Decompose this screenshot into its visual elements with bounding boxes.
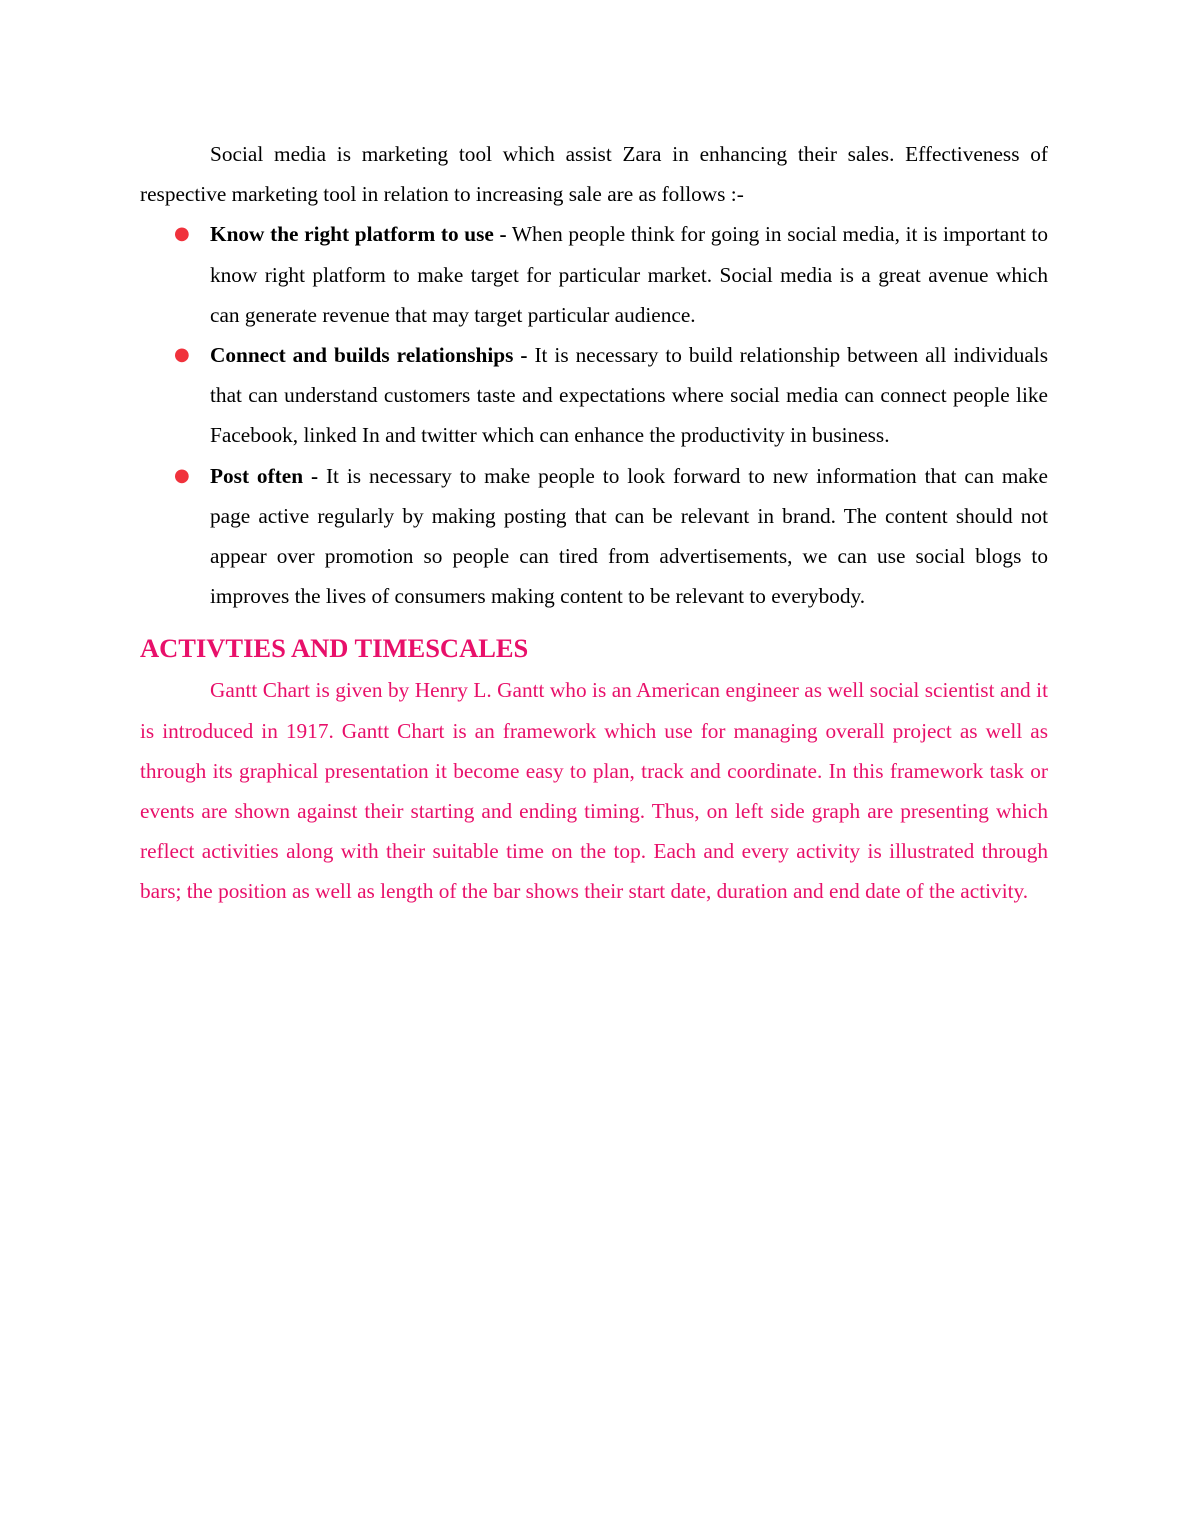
- bullet-item-post-often: [140, 456, 1048, 617]
- gantt-paragraph: Gantt Chart is given by Henry L. Gantt who is an American engineer as well social scientist and it is introduced in 1917. Gantt Chart is an framework which use for managing overall project as well as through its graphical presentation it become easy to plan, track and coordinate. In this framework task or events are shown against their starting and ending timing. Thus, on left side graph are presenting which reflect activities along with their suitable time on the top. Each and every activity is illustrated through bars; the position as well as length of the bar shows their start date, duration and end date of the activity.: [140, 678, 1048, 904]
- bullet-list: [140, 214, 1048, 616]
- bullet-item-relationships: [140, 335, 1048, 456]
- intro-paragraph: Social media is marketing tool which assist Zara in enhancing their sales. Effectiveness of respective marketing tool in relation to increasing sale are as follows :-: [140, 142, 1048, 207]
- bullet-lead: Post often -: [210, 463, 319, 488]
- bullet-lead: Know the right platform to use -: [210, 222, 507, 247]
- section-heading: ACTIVTIES AND TIMESCALES: [140, 633, 529, 664]
- bullet-item-platform: [140, 214, 1048, 335]
- document-page: [140, 134, 1048, 912]
- bullet-text: When people think for going in social media, it is important to know right platform to make target for particular market. Social media is a great avenue which can generate revenue that may target particular audience.: [210, 222, 1048, 327]
- bullet-dot-icon: ●: [174, 223, 190, 245]
- bullet-dot-icon: ●: [174, 464, 190, 486]
- bullet-text: It is necessary to build relationship between all individuals that can understand customers taste and expectations where social media can connect people like Facebook, linked In and twitter which can enhance the productivity in business.: [210, 343, 1048, 448]
- bullet-text: It is necessary to make people to look forward to new information that can make page active regularly by making posting that can be relevant in brand. The content should not appear over promotion so people can tired from advertisements, we can use social blogs to improves the lives of consumers making content to be relevant to everybody.: [210, 463, 1048, 609]
- bullet-lead: Connect and builds relationships -: [210, 343, 528, 368]
- bullet-dot-icon: ●: [174, 344, 190, 366]
